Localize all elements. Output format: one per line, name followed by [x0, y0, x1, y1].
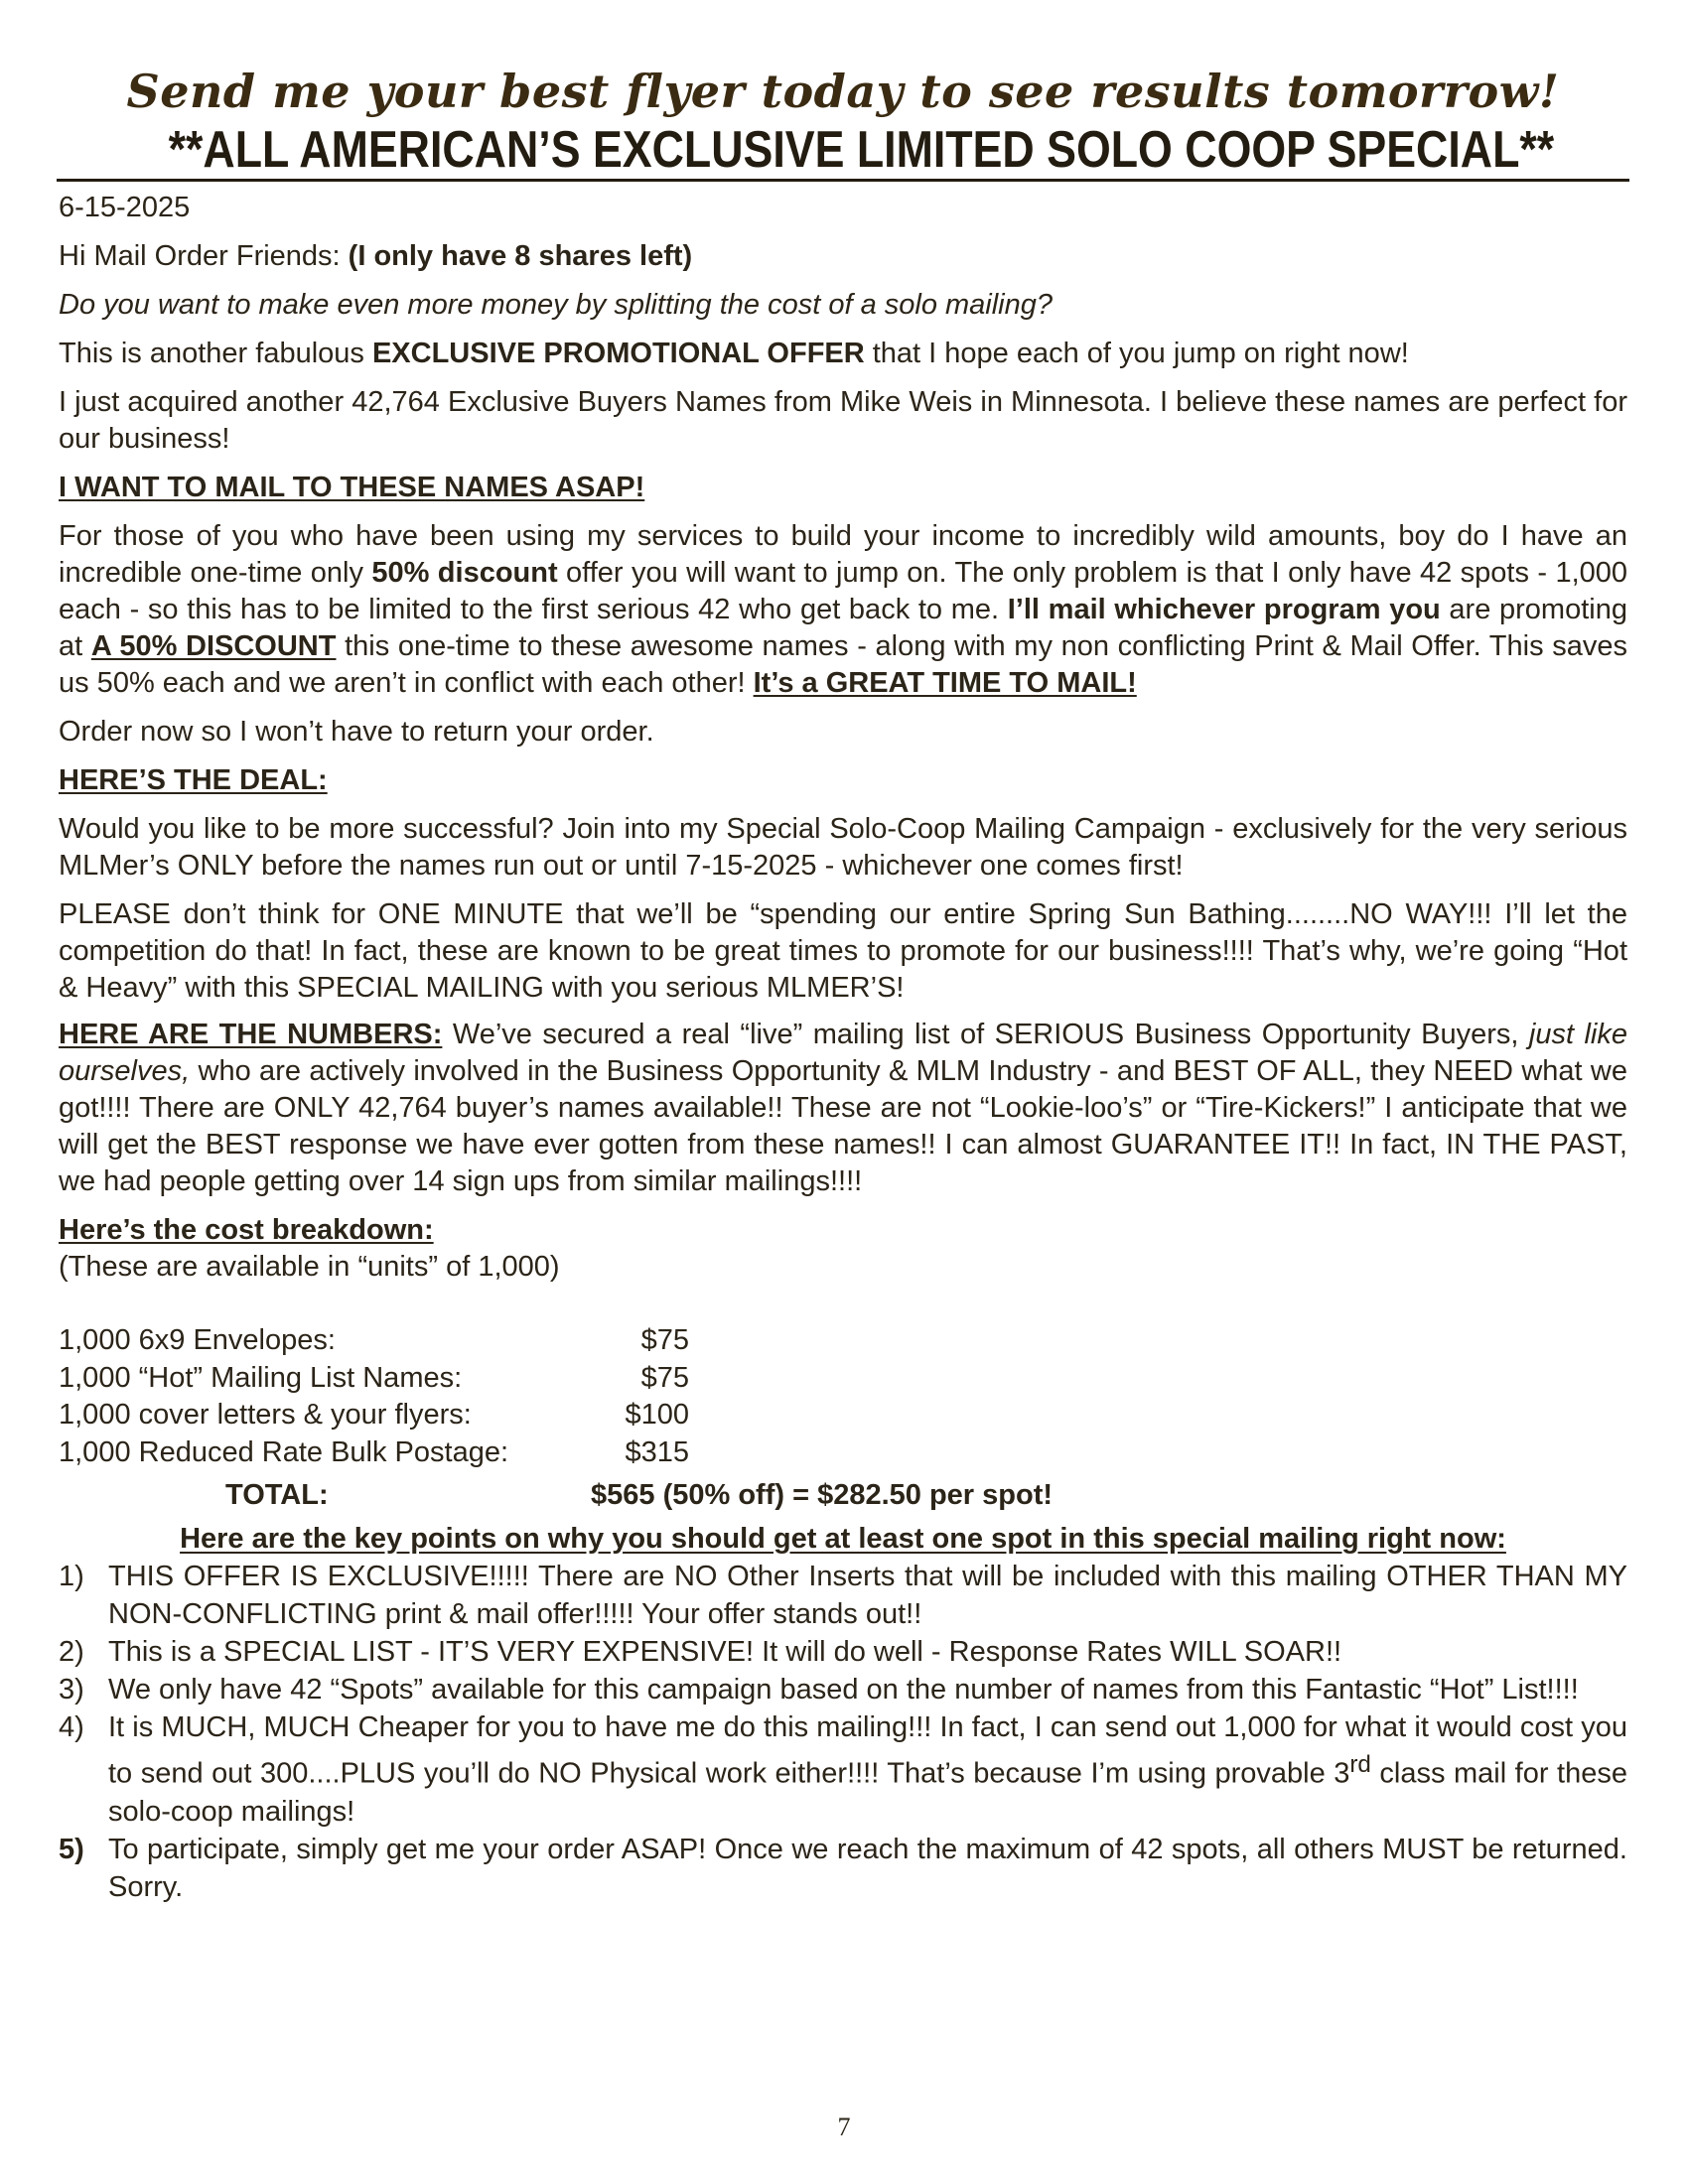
services-text-3: are promoting at	[59, 594, 1627, 662]
order-now: Order now so I won’t have to return your order.	[59, 716, 654, 748]
cost-row	[59, 1360, 1627, 1398]
cost-note: (These are available in “units” of 1,000)	[59, 1251, 560, 1283]
services-paragraph	[59, 518, 1627, 702]
key-points-heading: Here are the key points on why you should get at least one spot in this special mailing right now:	[180, 1523, 1506, 1555]
services-text-2: offer you will want to jump on. The only problem is that I only have 42 spots - 1,000 each - so this has to be limited to the first serious 42 who get back to me.	[59, 557, 1628, 625]
want-heading: I WANT TO MAIL TO THESE NAMES ASAP!	[59, 472, 645, 503]
cost-item-label: 1,000 cover letters & your flyers:	[59, 1399, 472, 1431]
numbers-italic: just like ourselves,	[59, 1019, 1627, 1087]
page-title: **ALL AMERICAN’S EXCLUSIVE LIMITED SOLO COOP SPECIAL**	[168, 121, 1555, 179]
cost-item-label: 1,000 Reduced Rate Bulk Postage:	[59, 1435, 509, 1468]
list-item-text: To participate, simply get me your order ASAP! Once we reach the maximum of 42 spots, all others MUST be returned. Sorry.	[108, 1833, 1627, 1903]
offer-line	[59, 336, 1627, 372]
numbers-text-2: who are actively involved in the Business Opportunity & MLM Industry - and BEST OF ALL, they NEED what we got!!!! There are ONLY 42,764 buyer’s names available!! These are not “Lookie-loo’s” or “Tire-Kickers!” I anticipate that we will get the BEST response we have ever gotten from these names!! I can almost GUARANTEE IT!! In fact, IN THE PAST, we had people getting over 14 sign ups from similar mailings!!!!	[59, 1055, 1627, 1197]
list-item	[59, 1708, 1627, 1831]
ordinal-superscript: rd	[1349, 1751, 1371, 1778]
cost-heading: Here’s the cost breakdown:	[59, 1214, 434, 1246]
offer-line-after: that I hope each of you jump on right now!	[864, 338, 1409, 369]
cost-item-price: $75	[640, 1361, 689, 1394]
numbers-heading: HERE ARE THE NUMBERS:	[59, 1019, 443, 1050]
title-underline	[57, 179, 1629, 182]
tagline: Send me your best flyer today to see results tomorrow!	[126, 65, 1560, 118]
list-item-text: This is a SPECIAL LIST - IT’S VERY EXPENSIVE! It will do well - Response Rates WILL SOAR!!	[108, 1636, 1342, 1668]
list-item	[59, 1671, 1627, 1708]
list-item-number: 4)	[59, 1711, 84, 1743]
list-item-number: 2)	[59, 1636, 84, 1668]
cost-row	[59, 1397, 1627, 1434]
shares-left: (I only have 8 shares left)	[348, 240, 693, 272]
greeting-text: Hi Mail Order Friends:	[59, 240, 349, 272]
acquired-line: I just acquired another 42,764 Exclusive Buyers Names from Mike Weis in Minnesota. I believe these names are perfect for our business!	[59, 386, 1627, 455]
offer-line-bold: EXCLUSIVE PROMOTIONAL OFFER	[371, 338, 865, 369]
key-points-list	[59, 1558, 1627, 1906]
mail-program-bold: I’ll mail whichever program you	[1007, 594, 1441, 625]
total-value: $565 (50% off) = $282.50 per spot!	[591, 1479, 1054, 1511]
cost-item-label: 1,000 6x9 Envelopes:	[59, 1324, 336, 1356]
list-item-text	[108, 1708, 1627, 1831]
cost-item-label: 1,000 “Hot” Mailing List Names:	[59, 1361, 463, 1394]
deal-paragraph: Would you like to be more successful? Join into my Special Solo-Coop Mailing Campaign - exclusively for the very serious MLMer’s ONLY before the names run out or until 7-15-2025 - whichever one comes first!	[59, 813, 1627, 882]
list-item-number: 1)	[59, 1561, 84, 1592]
services-text-1: For those of you who have been using my services to build your income to incredibly wild amounts, boy do I have an incredible one-time only	[59, 520, 1627, 589]
date: 6-15-2025	[59, 192, 191, 223]
list-item-text: We only have 42 “Spots” available for this campaign based on the number of names from this Fantastic “Hot” List!!!!	[108, 1674, 1579, 1706]
total-row	[59, 1475, 1627, 1515]
numbers-text-1: We’ve secured a real “live” mailing list of SERIOUS Business Opportunity Buyers,	[442, 1019, 1529, 1050]
list-item	[59, 1831, 1627, 1906]
half-discount-underlined: A 50% DISCOUNT	[90, 630, 337, 662]
list-item-number: 5)	[59, 1833, 84, 1865]
list-item	[59, 1558, 1627, 1633]
list-item-text-before: It is MUCH, MUCH Cheaper for you to have me do this mailing!!! In fact, I can send out 1,000 for what it would cost you to send out 300....PLUS you’ll do NO Physical work either!!!! That’s because I’m using provable 3	[108, 1711, 1627, 1790]
great-time-underlined: It’s a GREAT TIME TO MAIL!	[753, 667, 1137, 699]
list-item-text-after: class mail for these solo-coop mailings!	[108, 1757, 1627, 1828]
intro-question-text: Do you want to make even more money by splitting the cost of a solo mailing?	[59, 289, 1054, 321]
offer-line-before: This is another fabulous	[59, 338, 372, 369]
deal-heading: HERE’S THE DEAL:	[59, 764, 328, 796]
discount-bold: 50% discount	[371, 557, 558, 589]
greeting	[59, 238, 1627, 275]
page-number: 7	[837, 2113, 851, 2141]
cost-row	[59, 1322, 1627, 1360]
cost-item-price: $75	[640, 1324, 689, 1356]
services-text-4: this one-time to these awesome names - along with my non conflicting Print & Mail Offer. This saves us 50% each and we aren’t in conflict with each other!	[59, 630, 1627, 699]
list-item-text: THIS OFFER IS EXCLUSIVE!!!!! There are NO Other Inserts that will be included with this mailing OTHER THAN MY NON-CONFLICTING print & mail offer!!!!! Your offer stands out!!	[108, 1561, 1627, 1630]
numbers-paragraph	[59, 1017, 1627, 1200]
total-label: TOTAL:	[225, 1479, 329, 1511]
cost-table	[59, 1322, 1627, 1471]
cost-row	[59, 1434, 1627, 1472]
please-paragraph: PLEASE don’t think for ONE MINUTE that we’ll be “spending our entire Spring Sun Bathing........NO WAY!!! I’ll let the competition do that! In fact, these are known to be great times to promote for our business!!!! That’s why, we’re going “Hot & Heavy” with this SPECIAL MAILING with you serious MLMER’S!	[59, 898, 1627, 1004]
list-item-number: 3)	[59, 1674, 84, 1706]
list-item	[59, 1633, 1627, 1671]
flyer-page	[59, 62, 1627, 1906]
cost-item-price: $100	[625, 1399, 689, 1431]
cost-item-price: $315	[625, 1435, 689, 1468]
intro-question	[59, 287, 1627, 324]
